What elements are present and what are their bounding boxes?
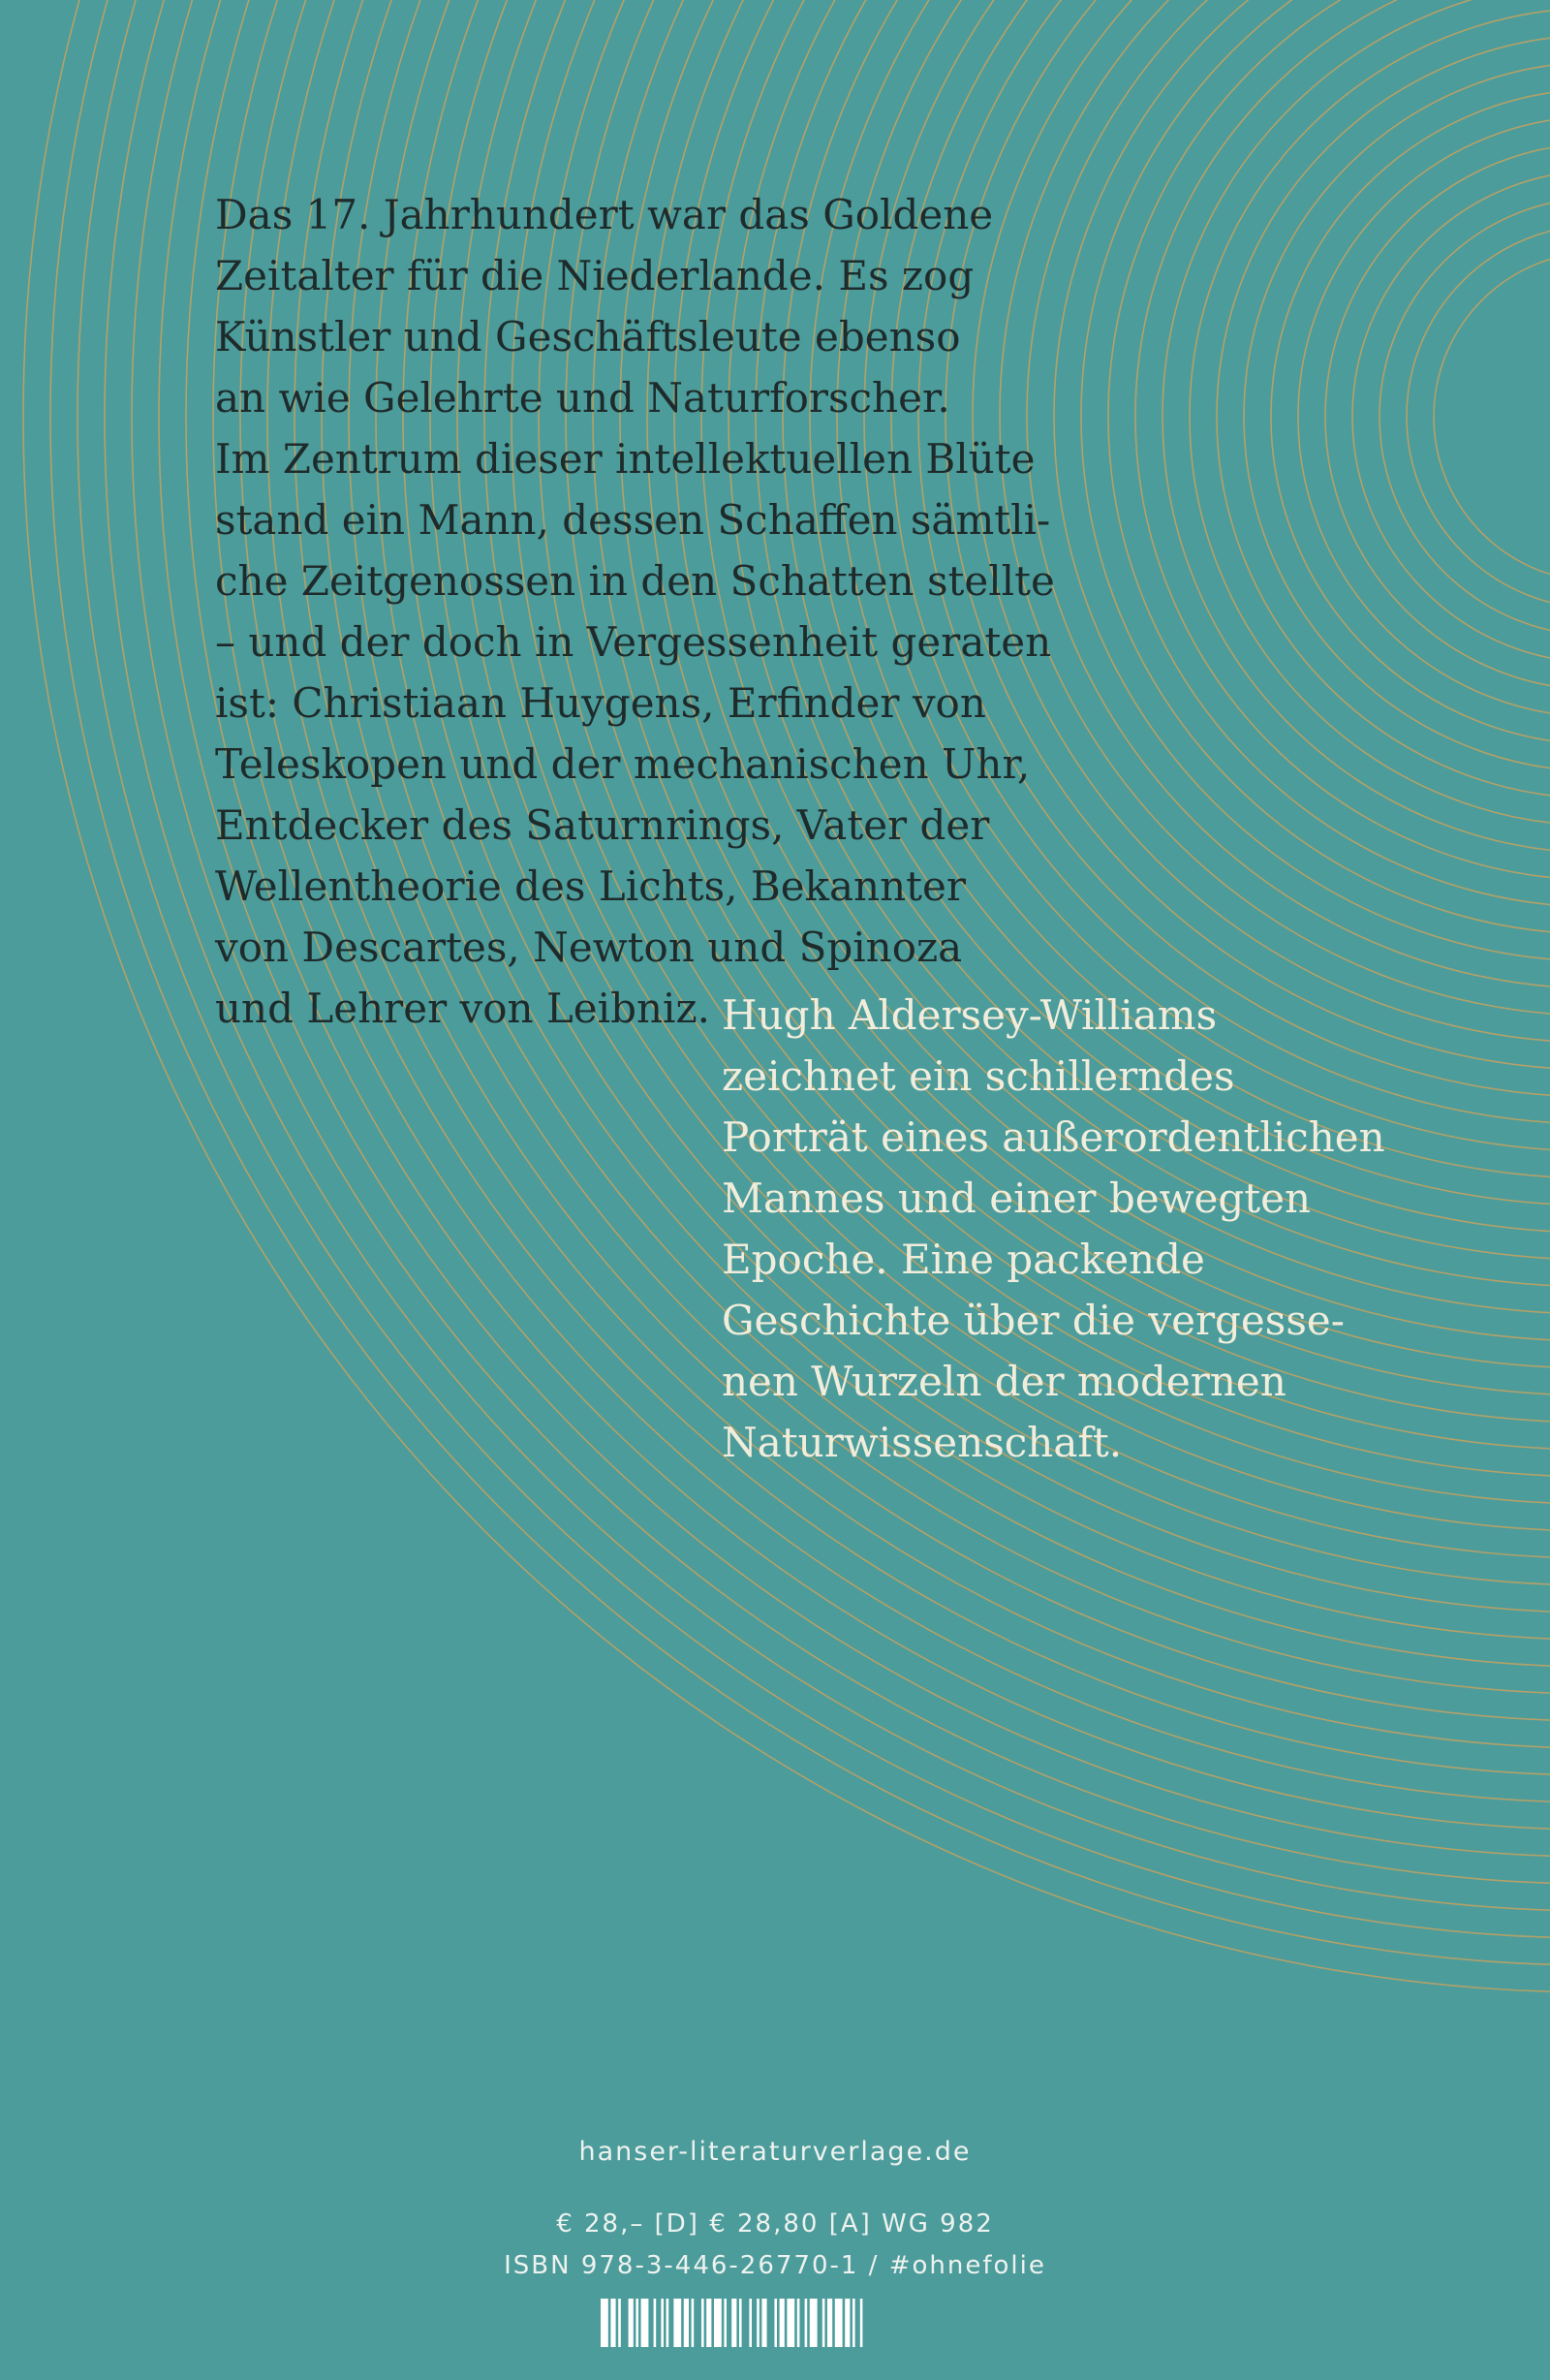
barcode-bar (629, 2299, 634, 2347)
blurb-line: Im Zentrum dieser intellektuellen Blüte (215, 435, 1036, 483)
barcode-bar (739, 2299, 742, 2347)
barcode-bar (661, 2299, 664, 2347)
barcode-bar (636, 2299, 638, 2347)
blurb-line: an wie Gelehrte und Naturforscher. (215, 374, 950, 422)
blurb-line: Das 17. Jahrhundert war das Goldene (215, 191, 994, 238)
barcode-bar (654, 2299, 657, 2347)
footer (0, 2136, 1550, 2281)
ring-line (1407, 225, 1550, 609)
barcode-bar (749, 2299, 752, 2347)
barcode-bar (860, 2299, 863, 2347)
barcode-bar (641, 2299, 649, 2347)
barcode-bar (761, 2299, 766, 2347)
ring-line (1135, 0, 1550, 880)
barcode-bar (774, 2299, 777, 2347)
barcode-icon (601, 2299, 949, 2347)
barcode-bar (852, 2299, 855, 2347)
barcode-bar (822, 2299, 825, 2347)
blurb-line: che Zeitgenossen in den Schatten stellte (215, 557, 1055, 605)
ring-line (1000, 0, 1550, 1016)
blurb-line: stand ein Mann, dessen Schaffen sämtli- (215, 496, 1051, 544)
blurb-line: – und der doch in Vergessenheit geraten (215, 618, 1052, 666)
blurb-line: Naturwissenschaft. (722, 1419, 1123, 1466)
barcode-bar (618, 2299, 621, 2347)
blurb-line: Mannes und einer bewegten (722, 1174, 1312, 1222)
barcode-bar (845, 2299, 850, 2347)
publisher-website: hanser-literaturverlage.de (578, 2137, 972, 2167)
barcode-bar (724, 2299, 727, 2347)
blurb-line: Zeitalter für die Niederlande. Es zog (215, 252, 975, 299)
blurb-line: und Lehrer von Leibniz. (215, 985, 710, 1032)
barcode-bar (684, 2299, 689, 2347)
blurb-line: Epoche. Eine packende (722, 1236, 1205, 1283)
ring-line (1162, 0, 1550, 853)
blurb-line: Porträt eines außerordentlichen (722, 1113, 1385, 1161)
barcode-bar (610, 2299, 615, 2347)
barcode-bar (805, 2299, 808, 2347)
blurb-line: Künstler und Geschäftsleute ebenso (215, 313, 961, 360)
barcode-bar (797, 2299, 800, 2347)
barcode-bar (714, 2299, 722, 2347)
ring-line (1054, 0, 1550, 961)
barcode-bar (827, 2299, 832, 2347)
ring-line (1244, 62, 1550, 771)
ring-line (1108, 0, 1550, 907)
barcode-bar (601, 2299, 608, 2347)
blurb-line: ist: Christiaan Huygens, Erfinder von (215, 679, 986, 727)
blurb-line: von Descartes, Newton und Spinoza (215, 924, 963, 971)
blurb-line: Entdecker des Saturnrings, Vater der (215, 801, 990, 849)
barcode-bar (787, 2299, 794, 2347)
ring-line (1352, 171, 1550, 663)
ring-line (1027, 0, 1550, 988)
barcode-bar (706, 2299, 711, 2347)
blurb-line: Geschichte über die vergesse- (722, 1297, 1345, 1344)
barcode-bar (835, 2299, 843, 2347)
barcode-bar (673, 2299, 681, 2347)
barcode-bar (757, 2299, 760, 2347)
barcode-bar (666, 2299, 669, 2347)
blurb-text-light (722, 985, 1385, 1473)
blurb-line: zeichnet ein schillerndes (722, 1052, 1235, 1100)
barcode-bar (780, 2299, 785, 2347)
price-info: € 28,– [D] € 28,80 [A] WG 982 (556, 2209, 994, 2239)
blurb-text-dark (215, 184, 1055, 1039)
blurb-line: Teleskopen und der mechanischen Uhr, (215, 740, 1031, 788)
ring-line (1325, 143, 1550, 690)
barcode-bar (701, 2299, 704, 2347)
blurb-line: Wellentheorie des Lichts, Bekannter (215, 862, 966, 910)
isbn-info: ISBN 978-3-446-26770-1 / #ohnefolie (504, 2251, 1046, 2280)
ring-line (1434, 252, 1550, 581)
barcode-bar (731, 2299, 736, 2347)
ring-line (1217, 35, 1550, 799)
barcode-bar (810, 2299, 818, 2347)
blurb-line: nen Wurzeln der modernen (722, 1358, 1286, 1405)
barcode-bar (692, 2299, 695, 2347)
blurb-line: Hugh Aldersey-Williams (722, 991, 1218, 1039)
